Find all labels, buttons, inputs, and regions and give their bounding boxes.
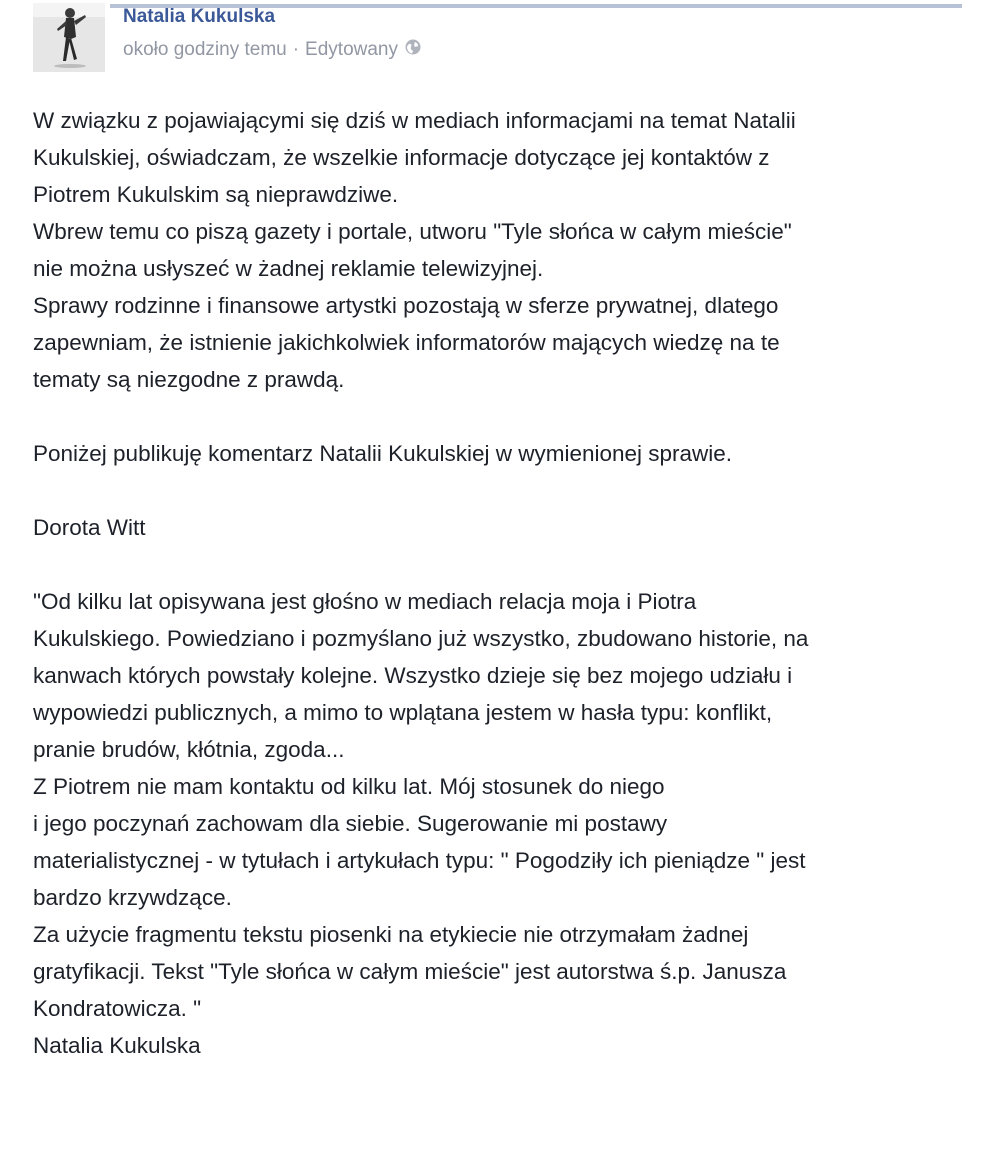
post-timestamp-link[interactable]: około godziny temu	[123, 39, 287, 60]
post-text-line: Sprawy rodzinne i finansowe artystki pozostają w sferze prywatnej, dlatego	[33, 293, 779, 318]
post-text-line: Kukulskiej, oświadczam, że wszelkie informacje dotyczące jej kontaktów z	[33, 145, 770, 170]
post-text-line: wypowiedzi publicznych, a mimo to wplątana jestem w hasła typu: konflikt,	[33, 700, 773, 725]
post-text-line: Kondratowicza. "	[33, 996, 202, 1021]
post-text-line: materialistycznej - w tytułach i artykułach typu: " Pogodziły ich pieniądze " jest	[33, 848, 806, 873]
post-meta	[123, 38, 422, 62]
post-text-line: Kukulskiego. Powiedziano i pozmyślano już wszystko, zbudowano historie, na	[33, 626, 809, 651]
post-text-line: Z Piotrem nie mam kontaktu od kilku lat. Mój stosunek do niego	[33, 774, 665, 799]
post-text-line: gratyfikacji. Tekst "Tyle słońca w całym mieście" jest autorstwa ś.p. Janusza	[33, 959, 787, 984]
post-text-line: kanwach których powstały kolejne. Wszystko dzieje się bez mojego udziału i	[33, 663, 793, 688]
blank-line	[33, 472, 953, 509]
post-text-line: Dorota Witt	[33, 515, 146, 540]
post-text-line: pranie brudów, kłótnia, zgoda...	[33, 737, 345, 762]
edited-link[interactable]: Edytowany	[305, 39, 398, 60]
blank-line	[33, 398, 953, 435]
author-name-link[interactable]: Natalia Kukulska	[123, 6, 276, 27]
post-text-line: Za użycie fragmentu tekstu piosenki na etykiecie nie otrzymałam żadnej	[33, 922, 749, 947]
post-text-line: nie można usłyszeć w żadnej reklamie telewizyjnej.	[33, 256, 544, 281]
post-text-line: W związku z pojawiającymi się dziś w mediach informacjami na temat Natalii	[33, 108, 796, 133]
post-text-line: i jego poczynań zachowam dla siebie. Sugerowanie mi postawy	[33, 811, 668, 836]
blank-line	[33, 546, 953, 583]
post-text-line: zapewniam, że istnienie jakichkolwiek informatorów mających wiedzę na te	[33, 330, 780, 355]
post-text-line: Piotrem Kukulskim są nieprawdziwe.	[33, 182, 399, 207]
post-text-line: Natalia Kukulska	[33, 1033, 201, 1058]
avatar-photo	[33, 3, 105, 72]
post-text-line: tematy są niezgodne z prawdą.	[33, 367, 345, 392]
globe-icon[interactable]	[404, 38, 422, 62]
post-text-line: Poniżej publikuję komentarz Natalii Kukulskiej w wymienionej sprawie.	[33, 441, 733, 466]
post-text-line: bardzo krzywdzące.	[33, 885, 232, 910]
post-text-line: "Od kilku lat opisywana jest głośno w mediach relacja moja i Piotra	[33, 589, 697, 614]
post-text-line: Wbrew temu co piszą gazety i portale, utworu "Tyle słońca w całym mieście"	[33, 219, 792, 244]
post-body	[33, 102, 953, 1064]
avatar[interactable]	[33, 3, 105, 72]
meta-separator: ·	[292, 39, 300, 60]
